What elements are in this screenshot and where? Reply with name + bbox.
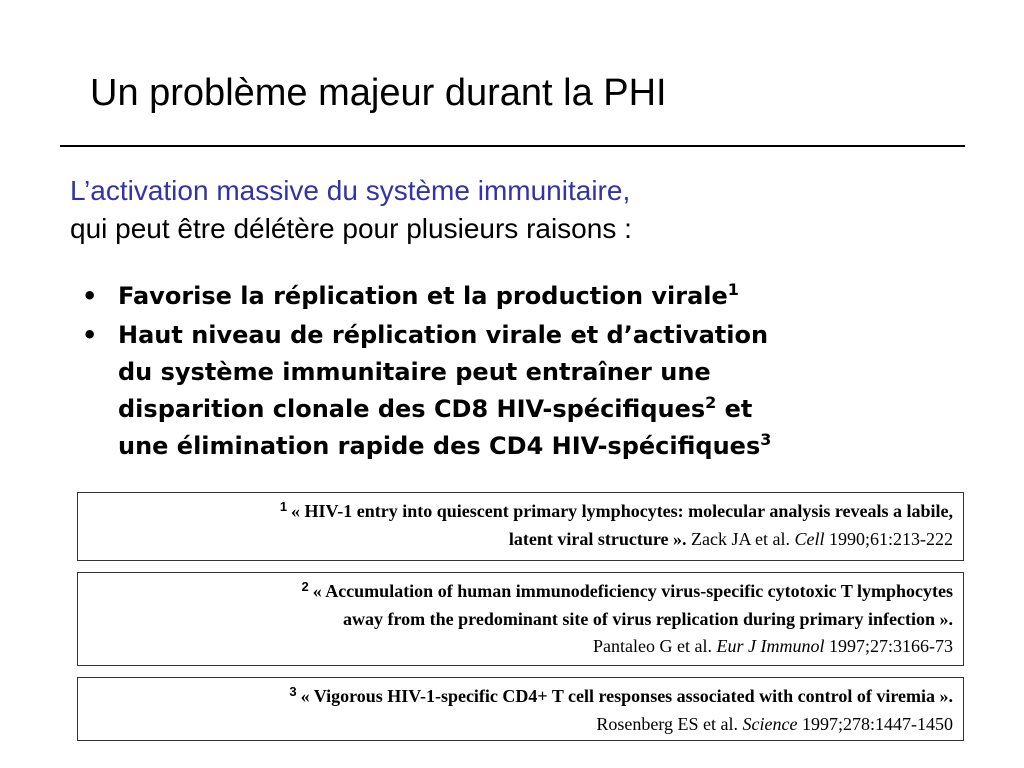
reference-2-line-3 [88, 633, 953, 660]
reference-box-3 [77, 677, 964, 741]
bullet-2-line-3-text: disparition clonale des CD8 HIV-spécifiques [118, 395, 706, 423]
reference-1-authors: Zack JA et al. [686, 529, 795, 549]
reference-1-journal: Cell [794, 529, 825, 549]
bullet-2-line-2: du système immunitaire peut entraîner une [118, 358, 711, 386]
footnote-ref-1: 1 [727, 280, 739, 299]
reference-3-number: 3 [289, 684, 297, 699]
slide-title: Un problème majeur durant la PHI [90, 72, 667, 114]
reference-2-citation: 1997;27:3166-73 [824, 636, 953, 656]
bullet-item-1 [78, 278, 978, 315]
title-divider [60, 145, 965, 147]
subtitle-line-2: qui peut être délétère pour plusieurs raisons : [70, 213, 632, 244]
reference-2-title-1: « Accumulation of human immunodeficiency virus-specific cytotoxic T lymphocytes [312, 581, 953, 601]
bullet-1-text: Favorise la réplication et la production virale [118, 282, 728, 310]
reference-3-journal: Science [742, 714, 798, 734]
reference-box-2 [77, 572, 964, 666]
reference-2-authors: Pantaleo G et al. [593, 636, 717, 656]
reference-1-number: 1 [279, 499, 288, 514]
reference-1-line-2 [88, 526, 953, 553]
bullet-dot-icon: • [82, 282, 98, 310]
reference-1-title-2: latent viral structure ». [508, 529, 687, 549]
reference-2-line-2 [88, 606, 953, 633]
reference-box-1 [77, 492, 964, 561]
bullet-2-line-4 [118, 428, 978, 465]
bullet-item-2 [78, 317, 978, 465]
reference-3-line-1 [88, 683, 953, 711]
footnote-ref-3: 3 [760, 430, 772, 449]
slide-subtitle [70, 172, 632, 248]
reference-3-title-1: « Vigorous HIV-1-specific CD4+ T cell responses associated with control of viremia ». [300, 686, 953, 706]
bullet-dot-icon: • [82, 321, 98, 349]
bullet-1-line [118, 278, 978, 315]
reference-3-line-2 [88, 711, 953, 738]
bullet-2-line-3 [118, 391, 978, 428]
bullet-2-line-1: Haut niveau de réplication virale et d’activation [118, 321, 769, 349]
reference-2-line-1 [88, 578, 953, 606]
footnote-ref-2: 2 [705, 393, 717, 412]
bullet-2-line-3-tail: et [716, 395, 753, 423]
bullet-list [78, 278, 978, 467]
reference-1-citation: 1990;61:213-222 [824, 529, 953, 549]
reference-3-citation: 1997;278:1447-1450 [797, 714, 953, 734]
reference-3-authors: Rosenberg ES et al. [596, 714, 743, 734]
subtitle-line-1: L’activation massive du système immunitaire, [70, 175, 631, 206]
reference-2-number: 2 [301, 579, 309, 594]
bullet-2-line-4-text: une élimination rapide des CD4 HIV-spécifiques [118, 432, 761, 460]
reference-1-line-1 [88, 498, 953, 526]
reference-2-title-2: away from the predominant site of virus replication during primary infection ». [343, 609, 953, 629]
reference-2-journal: Eur J Immunol [716, 636, 825, 656]
reference-1-title-1: « HIV-1 entry into quiescent primary lymphocytes: molecular analysis reveals a labile, [291, 501, 953, 521]
